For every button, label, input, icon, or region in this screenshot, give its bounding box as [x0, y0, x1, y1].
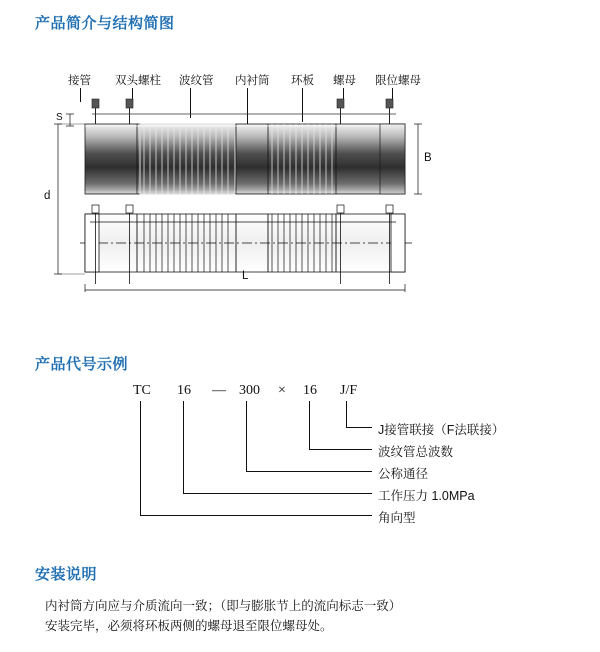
page-title-product-code: 产品代号示例 [35, 356, 129, 373]
code-leader-vertical-300 [246, 401, 247, 471]
code-token-times: × [278, 383, 286, 398]
installation-note-1: 内衬筒方向应与介质流向一致；（即与膨胀节上的流向标志一致） [45, 599, 402, 613]
callout-label-limit-nut: 限位螺母 [375, 75, 421, 87]
code-leader-horizontal-tc [140, 515, 372, 516]
structure-diagram [40, 62, 560, 292]
code-token-dash: — [212, 383, 226, 398]
callout-label-liner: 内衬筒 [235, 75, 270, 87]
code-token-jf: J/F [340, 383, 358, 398]
installation-notes [45, 596, 565, 636]
product-code-diagram [40, 375, 560, 540]
dimension-label-b: B [424, 152, 432, 164]
installation-note-2: 安装完毕，必须将环板两侧的螺母退至限位螺母处。 [45, 619, 333, 633]
structure-drawing-svg [40, 62, 560, 292]
page-title-product-intro: 产品简介与结构简图 [35, 15, 175, 32]
dimension-label-s: S [56, 112, 63, 123]
code-leader-vertical-jf [346, 401, 347, 427]
callout-label-ring-plate: 环板 [291, 75, 314, 87]
code-token-16-1: 16 [177, 383, 191, 398]
code-token-tc: TC [133, 383, 151, 398]
code-desc-type: 角向型 [378, 511, 416, 525]
code-token-16-2: 16 [303, 383, 317, 398]
code-leader-horizontal-16-2 [309, 449, 372, 450]
code-desc-wave-count: 波纹管总波数 [378, 445, 454, 459]
callout-label-connector: 接管 [68, 75, 91, 87]
code-leader-horizontal-jf [346, 427, 372, 428]
dimension-label-d: d [44, 190, 51, 202]
callout-label-double-stud: 双头螺柱 [115, 75, 161, 87]
dimension-label-l: L [242, 270, 249, 282]
page-title-installation: 安装说明 [35, 566, 98, 583]
code-leader-vertical-16-2 [309, 401, 310, 449]
code-leader-horizontal-16-1 [183, 493, 372, 494]
callout-label-bellows: 波纹管 [179, 75, 214, 87]
code-token-300: 300 [239, 383, 260, 398]
code-desc-connection: J接管联接（F法联接） [378, 423, 505, 437]
code-desc-work-pressure: 工作压力 1.0MPa [378, 489, 475, 503]
code-leader-horizontal-300 [246, 471, 372, 472]
code-leader-vertical-tc [140, 401, 141, 515]
code-leader-vertical-16-1 [183, 401, 184, 493]
code-desc-nominal-dia: 公称通径 [378, 467, 429, 481]
callout-label-nut: 螺母 [333, 75, 356, 87]
